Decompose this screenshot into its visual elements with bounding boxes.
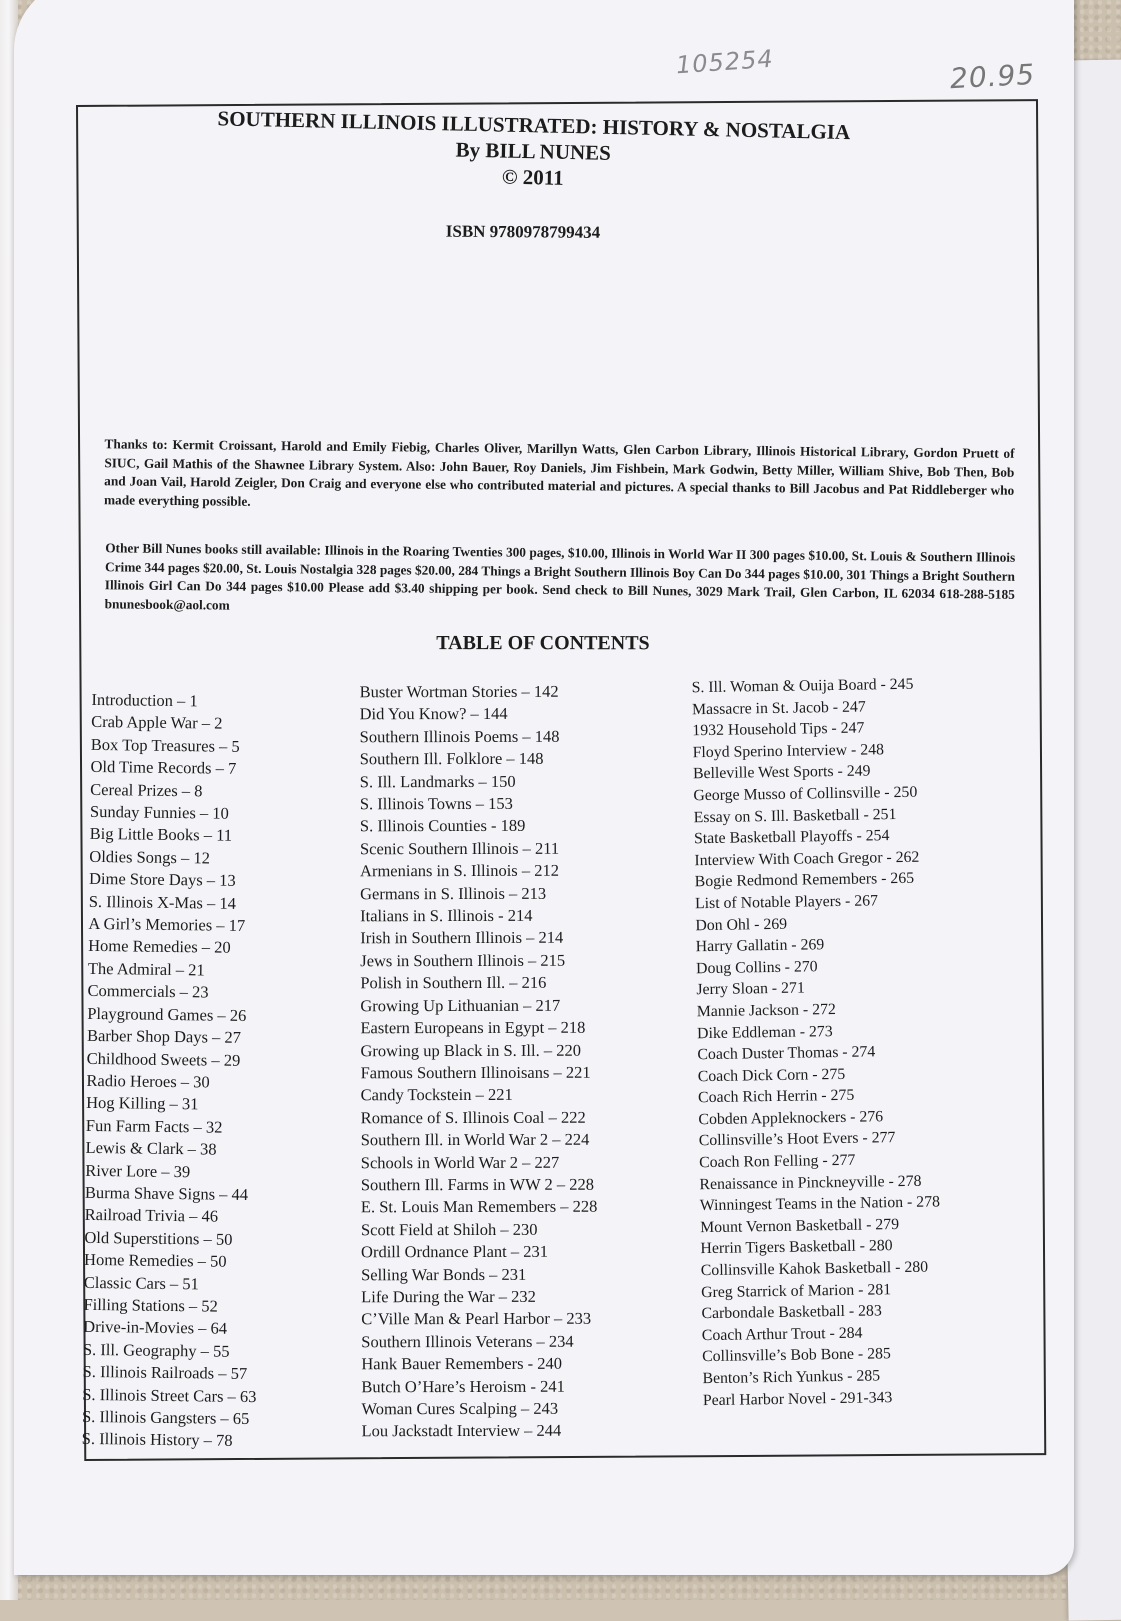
toc-entry: Burma Shave Signs – 44 xyxy=(84,1182,249,1204)
toc-entry: Buster Wortman Stories – 142 xyxy=(359,681,559,702)
toc-entry: S. Illinois Towns – 153 xyxy=(359,793,513,814)
toc-entry: River Lore – 39 xyxy=(85,1160,191,1181)
toc-entry: C’Ville Man & Pearl Harbor – 233 xyxy=(361,1309,592,1329)
book-author: By BILL NUNES xyxy=(455,137,612,165)
toc-entry: Dime Store Days – 13 xyxy=(88,869,236,891)
toc-entry: Home Remedies – 50 xyxy=(83,1250,227,1271)
toc-entry: Big Little Books – 11 xyxy=(89,824,233,846)
handwritten-price: 20.95 xyxy=(949,57,1036,96)
toc-entry: Italians in S. Illinois - 214 xyxy=(360,905,533,926)
toc-entry: Crab Apple War – 2 xyxy=(91,712,223,734)
toc-entry: Hank Bauer Remembers - 240 xyxy=(361,1353,563,1374)
toc-entry: Lewis & Clark – 38 xyxy=(85,1138,217,1159)
toc-entry: Southern Ill. Farms in WW 2 – 228 xyxy=(360,1174,595,1195)
toc-entry: Mount Vernon Basketball - 279 xyxy=(700,1215,900,1237)
toc-entry: S. Ill. Geography – 55 xyxy=(82,1339,230,1361)
toc-entry: Doug Collins - 270 xyxy=(695,958,818,977)
toc-entry: Germans in S. Illinois – 213 xyxy=(360,883,547,903)
book-copyright: © 2011 xyxy=(501,164,564,190)
toc-entry: Floyd Sperino Interview - 248 xyxy=(692,741,885,762)
handwritten-note: 105254 xyxy=(675,44,775,80)
toc-entry: Candy Tockstein – 221 xyxy=(360,1085,513,1105)
toc-entry: Polish in Southern Ill. – 216 xyxy=(360,973,547,993)
toc-entry: Eastern Europeans in Egypt – 218 xyxy=(360,1017,586,1038)
toc-entry: Coach Ron Felling - 277 xyxy=(699,1151,856,1172)
toc-entry: Growing Up Lithuanian – 217 xyxy=(360,995,561,1015)
isbn: ISBN 9780978799434 xyxy=(445,221,601,242)
toc-entry: A Girl’s Memories – 17 xyxy=(88,913,246,936)
toc-entry: Collinsville’s Hoot Evers - 277 xyxy=(698,1129,896,1150)
toc-entry: Armenians in S. Illinois – 212 xyxy=(359,861,559,881)
toc-entry: Jews in Southern Illinois – 215 xyxy=(360,950,566,971)
toc-entry: Southern Ill. in World War 2 – 224 xyxy=(360,1129,590,1150)
toc-entry: List of Notable Players - 267 xyxy=(694,892,879,913)
toc-entry: Woman Cures Scalping – 243 xyxy=(361,1398,559,1419)
toc-entry: Herrin Tigers Basketball - 280 xyxy=(700,1237,893,1258)
toc-entry: Greg Starrick of Marion - 281 xyxy=(701,1280,892,1301)
toc-entry: Pearl Harbor Novel - 291-343 xyxy=(702,1388,893,1409)
toc-entry: S. Illinois Counties - 189 xyxy=(359,816,526,836)
toc-entry: Introduction – 1 xyxy=(91,689,198,711)
toc-entry: Collinsville’s Bob Bone - 285 xyxy=(702,1345,891,1366)
toc-entry: Don Ohl - 269 xyxy=(695,915,788,934)
toc-entry: Southern Illinois Veterans – 234 xyxy=(361,1331,574,1352)
toc-entry: Mannie Jackson - 272 xyxy=(696,1000,836,1021)
toc-entry: Jerry Sloan - 271 xyxy=(696,979,805,999)
toc-entry: Classic Cars – 51 xyxy=(83,1272,199,1293)
toc-entry: S. Illinois X-Mas – 14 xyxy=(88,891,237,913)
toc-entry: Southern Ill. Folklore – 148 xyxy=(359,749,544,769)
toc-entry: Schools in World War 2 – 227 xyxy=(360,1152,560,1172)
toc-entry: Belleville West Sports - 249 xyxy=(692,762,871,783)
toc-entry: Harry Gallatin - 269 xyxy=(695,936,825,956)
toc-entry: Railroad Trivia – 46 xyxy=(84,1205,219,1226)
toc-entry: Bogie Redmond Remembers - 265 xyxy=(694,870,915,891)
toc-entry: Romance of S. Illinois Coal – 222 xyxy=(360,1107,586,1127)
toc-entry: S. Illinois Street Cars – 63 xyxy=(82,1384,257,1406)
toc-entry: Barber Shop Days – 27 xyxy=(86,1025,242,1047)
toc-column-1 xyxy=(82,689,266,1453)
other-books: Other Bill Nunes books still available: Illinois in the Roaring Twenties 300 pages, $10.00, Illinois in World War II 300 pages $10.00, St. Louis & Southern Illinois Crime 344 pages $20.00, St. Louis Nostalgia 328 pages $20.00, 284 Things a Bright Southern Illinois Boy Can Do 344 pages $10.00, 301 Things a Bright Southern Illinois Girl Can Do 344 pages $10.00 Please add $3.40 shipping per book. Send check to Bill Nunes, 3029 Mark Trail, Glen Carbon, IL 62034 618-288-5185 bnunesbook@aol.com xyxy=(104,540,1016,613)
toc-column-2 xyxy=(360,681,598,1443)
toc-entry: Commercials – 23 xyxy=(87,981,209,1002)
toc-column-3 xyxy=(692,673,944,1411)
toc-entry: Growing up Black in S. Ill. – 220 xyxy=(360,1040,581,1060)
toc-entry: Interview With Coach Gregor - 262 xyxy=(694,848,920,869)
book-title: SOUTHERN ILLINOIS ILLUSTRATED: HISTORY & NOSTALGIA xyxy=(217,106,851,145)
toc-entry: Life During the War – 232 xyxy=(361,1286,536,1307)
toc-entry: Scott Field at Shiloh – 230 xyxy=(360,1219,538,1240)
toc-entry: Did You Know? – 144 xyxy=(359,704,508,724)
toc-entry: 1932 Household Tips - 247 xyxy=(692,719,865,740)
toc-entry: Collinsville Kahok Basketball - 280 xyxy=(700,1258,929,1280)
toc-entry: Lou Jackstadt Interview – 244 xyxy=(361,1421,562,1441)
toc-entry: Butch O’Hare’s Heroism - 241 xyxy=(361,1376,565,1396)
toc-entry: Playground Games – 26 xyxy=(87,1003,247,1025)
toc-entry: Essay on S. Ill. Basketball - 251 xyxy=(693,805,897,826)
toc-entry: Winningest Teams in the Nation - 278 xyxy=(699,1193,941,1215)
toc-entry: Dike Eddleman - 273 xyxy=(696,1022,833,1042)
toc-entry: Radio Heroes – 30 xyxy=(86,1070,210,1092)
toc-entry: Famous Southern Illinoisans – 221 xyxy=(360,1062,591,1083)
toc-entry: Filling Stations – 52 xyxy=(83,1294,218,1316)
toc-entry: S. Ill. Woman & Ouija Board - 245 xyxy=(691,675,914,697)
toc-entry: E. St. Louis Man Remembers – 228 xyxy=(360,1197,598,1217)
toc-entry: Renaissance in Pinckneyville - 278 xyxy=(699,1172,922,1193)
toc-entry: George Musso of Collinsville - 250 xyxy=(693,783,918,805)
toc-entry: Scenic Southern Illinois – 211 xyxy=(359,838,560,859)
acknowledgements: Thanks to: Kermit Croissant, Harold and Emily Fiebig, Charles Oliver, Marillyn Watts, Glen Carbon Library, Illinois Historical Library, Gordon Pruett of SIUC, Gail Mathis of the Shawnee Library System. Also: John Bauer, Roy Daniels, Jim Fishbein, Mark Godwin, Betty Miller, William Shive, Bob Then, Bob and Joan Vail, Harold Zeigler, Don Craig and everyone else who contributed material and pictures. A special thanks to Bill Jacobus and Pat Riddleberger who made everything possible. xyxy=(103,436,1015,509)
toc-entry: Benton’s Rich Yunkus - 285 xyxy=(702,1367,881,1388)
bordered-content-box xyxy=(76,99,1046,1461)
toc-entry: Old Superstitions – 50 xyxy=(84,1227,233,1249)
toc-entry: Coach Duster Thomas - 274 xyxy=(697,1043,876,1064)
toc-entry: Massacre in St. Jacob - 247 xyxy=(691,698,866,718)
toc-entry: Home Remedies – 20 xyxy=(88,936,231,958)
toc-entry: Carbondale Basketball - 283 xyxy=(701,1302,882,1323)
toc-entry: Fun Farm Facts – 32 xyxy=(85,1115,223,1137)
toc-entry: Hog Killing – 31 xyxy=(86,1093,199,1114)
toc-entry: Cobden Appleknockers - 276 xyxy=(698,1108,884,1129)
toc-entry: Drive-in-Movies – 64 xyxy=(83,1317,228,1339)
toc-heading: TABLE OF CONTENTS xyxy=(436,632,650,655)
book-header xyxy=(148,104,920,199)
toc-entry: Old Time Records – 7 xyxy=(90,757,237,779)
toc-entry: Coach Arthur Trout - 284 xyxy=(701,1324,863,1344)
toc-entry: S. Ill. Landmarks – 150 xyxy=(359,771,516,791)
toc-entry: Coach Dick Corn - 275 xyxy=(697,1065,846,1085)
toc-entry: Ordill Ordnance Plant – 231 xyxy=(360,1241,549,1262)
toc-entry: Coach Rich Herrin - 275 xyxy=(697,1087,855,1107)
toc-entry: S. Illinois Railroads – 57 xyxy=(82,1362,248,1384)
toc-entry: Oldies Songs – 12 xyxy=(89,846,211,868)
toc-entry: Sunday Funnies – 10 xyxy=(89,801,229,823)
toc-entry: Selling War Bonds – 231 xyxy=(361,1264,527,1284)
toc-entry: State Basketball Playoffs - 254 xyxy=(693,827,890,848)
toc-entry: S. Illinois History – 78 xyxy=(81,1429,233,1451)
toc-entry: S. Illinois Gangsters – 65 xyxy=(81,1406,250,1429)
toc-entry: Childhood Sweets – 29 xyxy=(86,1048,241,1070)
toc-entry: Irish in Southern Illinois – 214 xyxy=(360,928,564,948)
toc-entry: Southern Illinois Poems – 148 xyxy=(359,726,560,747)
toc-entry: Box Top Treasures – 5 xyxy=(90,734,240,756)
toc-entry: The Admiral – 21 xyxy=(87,958,205,980)
toc-entry: Cereal Prizes – 8 xyxy=(90,779,203,801)
